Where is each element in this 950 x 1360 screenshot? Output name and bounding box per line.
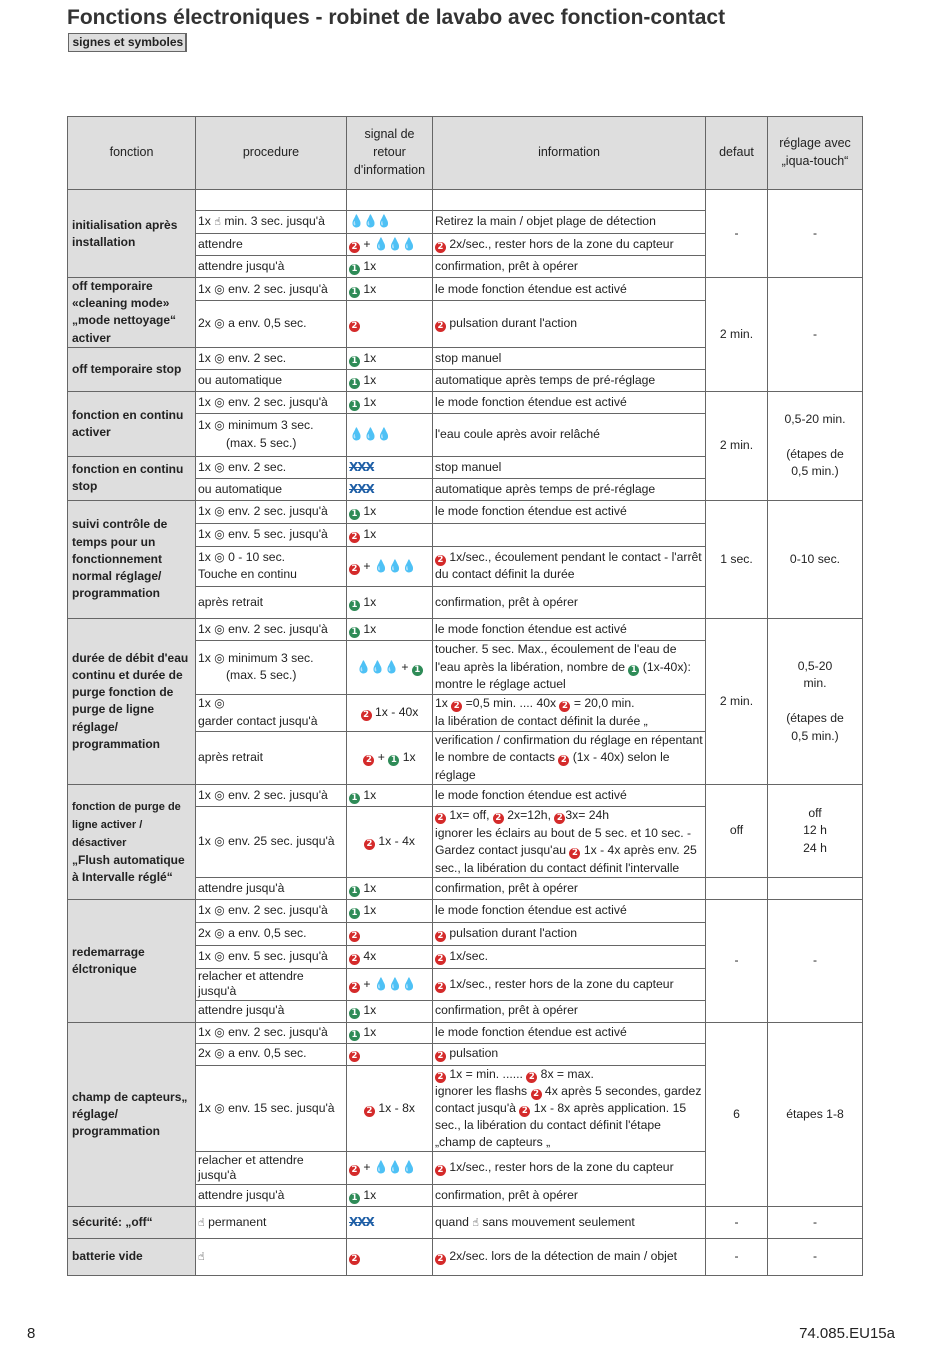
- default-init: -: [706, 190, 768, 278]
- red-led-icon: 2: [554, 813, 565, 824]
- table-cell: [768, 878, 863, 900]
- green-led-icon: 1: [412, 665, 423, 676]
- fn-line-purge: fonction de purge de ligne activer / désactiver „Flush automatique à Intervalle réglé“: [68, 785, 196, 900]
- table-cell: le mode fonction étendue est activé: [433, 900, 706, 923]
- red-led-icon: 2: [435, 1072, 446, 1083]
- table-cell: 1 1x: [347, 391, 433, 413]
- table-cell: relacher et attendre jusqu'à: [196, 969, 347, 1001]
- table-cell: 2 pulsation durant l'action: [433, 923, 706, 946]
- flow-icon: 💧💧💧: [373, 236, 416, 251]
- table-cell: 1x ◎ env. 5 sec. jusqu'à: [196, 946, 347, 969]
- green-led-icon: 1: [388, 755, 399, 766]
- col-reglage: réglage avec „iqua-touch“: [768, 117, 863, 190]
- table-cell: [347, 1239, 433, 1276]
- red-led-icon: 2: [435, 954, 446, 965]
- red-led-icon: 2: [364, 839, 375, 850]
- symbols-label: signes et symboles: [68, 34, 186, 52]
- col-information: information: [433, 117, 706, 190]
- green-led-icon: 1: [349, 1008, 360, 1019]
- red-led-icon: 2: [435, 813, 446, 824]
- setting-flow-duration: 0,5-20 min. (étapes de 0,5 min.): [768, 618, 863, 784]
- table-cell: [433, 523, 706, 546]
- table-cell: 1 1x: [347, 369, 433, 391]
- setting-sensor-range: étapes 1-8: [768, 1022, 863, 1206]
- table-cell: 1x ◎ env. 2 sec. jusqu'à: [196, 278, 347, 301]
- table-cell: 1x ◎ 0 - 10 sec. Touche en continu: [196, 546, 347, 586]
- table-cell: le mode fonction étendue est activé: [433, 278, 706, 301]
- setting-line-purge: off 12 h 24 h: [768, 785, 863, 878]
- table-cell: [347, 923, 433, 946]
- table-cell: 2 1x = min. ...... 2 8x = max. ignorer les flashs 2 4x après 5 secondes, gardez contact jusqu'à 2 1x - 8x après application. 15 sec., la libération du contact définit l'étape „champ de capteurs „: [433, 1065, 706, 1151]
- table-cell: [347, 190, 433, 211]
- red-led-icon: 2: [519, 1106, 530, 1117]
- contact-icon: ◎: [214, 1100, 225, 1115]
- red-led-icon: 2: [364, 1106, 375, 1117]
- green-led-icon: 1: [628, 665, 639, 676]
- green-led-icon: 1: [349, 600, 360, 611]
- table-cell: 2 + 💧💧💧: [347, 969, 433, 1001]
- table-cell: -: [706, 1207, 768, 1239]
- table-cell: 💧💧💧 + 1: [347, 640, 433, 694]
- red-led-icon: 2: [493, 813, 504, 824]
- table-cell: 2 + 1 1x: [347, 731, 433, 784]
- contact-icon: ◎: [214, 281, 225, 296]
- function-table: [67, 33, 863, 1276]
- table-cell: 1 1x: [347, 1185, 433, 1207]
- table-cell: ☝ permanent: [196, 1207, 347, 1239]
- green-led-icon: 1: [349, 509, 360, 520]
- fn-safety: sécurité: „off“: [68, 1207, 196, 1239]
- table-cell: 1x ◎ env. 2 sec. jusqu'à: [196, 900, 347, 923]
- table-cell: 1 1x: [347, 500, 433, 523]
- green-led-icon: 1: [349, 400, 360, 411]
- contact-icon: ◎: [214, 394, 225, 409]
- setting-time-control: 0-10 sec.: [768, 500, 863, 618]
- table-cell: 2 1x/sec.: [433, 946, 706, 969]
- table-cell: [347, 1207, 433, 1239]
- table-cell: 2 1x= off, 2 2x=12h, 2 3x= 24h ignorer les éclairs au bout de 5 sec. et 10 sec. - Gardez contact jusqu'au 2 1x - 4x après env. 25 sec., la libération du contact définit l'intervalle: [433, 807, 706, 878]
- red-led-icon: 2: [435, 982, 446, 993]
- contact-icon: ◎: [214, 549, 225, 564]
- table-cell: [347, 413, 433, 456]
- table-cell: le mode fonction étendue est activé: [433, 785, 706, 807]
- green-led-icon: 1: [349, 378, 360, 389]
- col-signal: signal de retour d'information: [347, 117, 433, 190]
- table-cell: 1x ◎ env. 2 sec. jusqu'à: [196, 500, 347, 523]
- table-cell: 2 1x - 4x: [347, 807, 433, 878]
- contact-icon: ◎: [214, 527, 225, 542]
- green-led-icon: 1: [349, 356, 360, 367]
- table-cell: ou automatique: [196, 369, 347, 391]
- default-restart: -: [706, 900, 768, 1023]
- fn-restart: redemarrage élctronique: [68, 900, 196, 1023]
- fn-battery: batterie vide: [68, 1239, 196, 1276]
- table-cell: 2 2x/sec., rester hors de la zone du capteur: [433, 234, 706, 256]
- red-led-icon: 2: [435, 242, 446, 253]
- table-cell: verification / confirmation du réglage en répentant le nombre de contacts 2 (1x - 40x) selon le réglage: [433, 731, 706, 784]
- flow-icon: 💧💧💧: [373, 1160, 416, 1175]
- setting-continuous: 0,5-20 min. (étapes de 0,5 min.): [768, 391, 863, 500]
- table-cell: attendre jusqu'à: [196, 256, 347, 278]
- table-cell: [196, 1239, 347, 1276]
- red-led-icon: 2: [435, 1254, 446, 1265]
- table-cell: le mode fonction étendue est activé: [433, 1022, 706, 1043]
- red-led-icon: 2: [363, 755, 374, 766]
- contact-icon: ◎: [214, 316, 225, 331]
- table-cell: 2x ◎ a env. 0,5 sec.: [196, 1043, 347, 1065]
- table-cell: confirmation, prêt à opérer: [433, 256, 706, 278]
- setting-init: -: [768, 190, 863, 278]
- table-cell: 1x ◎ env. 2 sec. jusqu'à: [196, 785, 347, 807]
- table-cell: 1 1x: [347, 785, 433, 807]
- table-cell: [347, 456, 433, 478]
- table-cell: 2 + 💧💧💧: [347, 1152, 433, 1185]
- table-cell: -: [768, 1207, 863, 1239]
- table-cell: 2 4x: [347, 946, 433, 969]
- symbols-legend: [186, 34, 187, 52]
- table-cell: 1x ◎ env. 25 sec. jusqu'à: [196, 807, 347, 878]
- red-led-icon: 2: [569, 848, 580, 859]
- red-led-icon: 2: [435, 931, 446, 942]
- default-flow-duration: 2 min.: [706, 618, 768, 784]
- table-cell: 2 + 💧💧💧: [347, 234, 433, 256]
- flow-icon: 💧💧💧: [356, 659, 398, 674]
- table-cell: confirmation, prêt à opérer: [433, 878, 706, 900]
- table-cell: 2 1x/sec., rester hors de la zone du capteur: [433, 1152, 706, 1185]
- table-cell: attendre: [196, 234, 347, 256]
- red-led-icon: 2: [435, 321, 446, 332]
- red-led-icon: 2: [526, 1072, 537, 1083]
- table-cell: attendre jusqu'à: [196, 878, 347, 900]
- stop-flow-icon: XXX: [349, 1214, 374, 1229]
- red-led-icon: 2: [349, 1051, 360, 1062]
- green-led-icon: 1: [349, 627, 360, 638]
- contact-icon: ◎: [214, 621, 225, 636]
- table-cell: 2 1x: [347, 523, 433, 546]
- table-cell: -: [706, 1239, 768, 1276]
- green-led-icon: 1: [349, 793, 360, 804]
- red-led-icon: 2: [559, 701, 570, 712]
- table-cell: 1x ◎ minimum 3 sec. (max. 5 sec.): [196, 413, 347, 456]
- table-cell: 2 + 💧💧💧: [347, 546, 433, 586]
- table-cell: [706, 878, 768, 900]
- proc-cell: 1x ☝ min. 3 sec. jusqu'à: [196, 211, 347, 234]
- red-led-icon: 2: [349, 954, 360, 965]
- setting-off: -: [768, 278, 863, 392]
- green-led-icon: 1: [349, 264, 360, 275]
- fn-init: initialisation après installation: [68, 190, 196, 278]
- table-cell: le mode fonction étendue est activé: [433, 500, 706, 523]
- table-cell: 1 1x: [347, 347, 433, 369]
- contact-icon: ◎: [214, 787, 225, 802]
- table-cell: 1 1x: [347, 878, 433, 900]
- table-cell: le mode fonction étendue est activé: [433, 391, 706, 413]
- stop-flow-icon: XXX: [349, 459, 374, 474]
- table-cell: 1x ◎ env. 2 sec.: [196, 347, 347, 369]
- table-cell: 1x ◎ env. 2 sec. jusqu'à: [196, 391, 347, 413]
- green-led-icon: 1: [349, 1193, 360, 1204]
- red-led-icon: 2: [349, 931, 360, 942]
- setting-restart: -: [768, 900, 863, 1023]
- red-led-icon: 2: [349, 982, 360, 993]
- contact-icon: ◎: [214, 834, 225, 849]
- table-cell: 2x ◎ a env. 0,5 sec.: [196, 923, 347, 946]
- contact-icon: ◎: [214, 1024, 225, 1039]
- table-cell: 1x ◎ env. 5 sec. jusqu'à: [196, 523, 347, 546]
- table-cell: automatique après temps de pré-réglage: [433, 369, 706, 391]
- red-led-icon: 2: [435, 1165, 446, 1176]
- contact-icon: ◎: [214, 949, 225, 964]
- table-cell: 2x ◎ a env. 0,5 sec.: [196, 301, 347, 347]
- contact-icon: ◎: [214, 696, 225, 711]
- hand-icon: ☝: [198, 1250, 205, 1264]
- red-led-icon: 2: [435, 555, 446, 566]
- table-cell: attendre jusqu'à: [196, 1185, 347, 1207]
- table-cell: quand ☝ sans mouvement seulement: [433, 1207, 706, 1239]
- red-led-icon: 2: [349, 1254, 360, 1265]
- table-cell: 2 1x/sec., rester hors de la zone du capteur: [433, 969, 706, 1001]
- red-led-icon: 2: [349, 564, 360, 575]
- contact-icon: ◎: [214, 926, 225, 941]
- fn-sensor-range: champ de capteurs„ réglage/ programmation: [68, 1022, 196, 1206]
- contact-icon: ◎: [214, 459, 225, 474]
- table-cell: 1x ◎ env. 2 sec. jusqu'à: [196, 618, 347, 640]
- table-cell: attendre jusqu'à: [196, 1000, 347, 1022]
- green-led-icon: 1: [349, 886, 360, 897]
- contact-icon: ◎: [214, 504, 225, 519]
- table-cell: stop manuel: [433, 456, 706, 478]
- red-led-icon: 2: [361, 710, 372, 721]
- col-procedure: procedure: [196, 117, 347, 190]
- contact-icon: ◎: [214, 903, 225, 918]
- green-led-icon: 1: [349, 1030, 360, 1041]
- default-line-purge: off: [706, 785, 768, 878]
- table-cell: 2 1x/sec., écoulement pendant le contact - l'arrêt du contact définit la durée: [433, 546, 706, 586]
- red-led-icon: 2: [349, 1165, 360, 1176]
- table-cell: confirmation, prêt à opérer: [433, 1185, 706, 1207]
- table-cell: 1 1x: [347, 1000, 433, 1022]
- table-cell: 1x ◎ env. 2 sec.: [196, 456, 347, 478]
- red-led-icon: 2: [531, 1089, 542, 1100]
- table-cell: après retrait: [196, 586, 347, 618]
- table-cell: [347, 301, 433, 347]
- contact-icon: ◎: [214, 1046, 225, 1061]
- stop-flow-icon: XXX: [349, 481, 374, 496]
- table-cell: 2 1x - 8x: [347, 1065, 433, 1151]
- default-off: 2 min.: [706, 278, 768, 392]
- red-led-icon: 2: [451, 701, 462, 712]
- fn-time-control: suivi contrôle de temps pour un fonctionnement normal réglage/ programmation: [68, 500, 196, 618]
- fn-off-stop: off temporaire stop: [68, 347, 196, 391]
- table-cell: 1x ◎ garder contact jusqu'à: [196, 694, 347, 731]
- contact-icon: ◎: [214, 350, 225, 365]
- fn-flow-duration: durée de débit d'eau continu et durée de purge fonction de purge de ligne réglage/ programmation: [68, 618, 196, 784]
- table-cell: automatique après temps de pré-réglage: [433, 478, 706, 500]
- default-sensor-range: 6: [706, 1022, 768, 1206]
- table-cell: confirmation, prêt à opérer: [433, 1000, 706, 1022]
- document-code: 74.085.EU15a: [799, 1325, 895, 1342]
- table-cell: 1 1x: [347, 256, 433, 278]
- red-led-icon: 2: [558, 755, 569, 766]
- table-cell: 1 1x: [347, 618, 433, 640]
- contact-icon: ◎: [214, 650, 225, 665]
- flow-icon: 💧💧💧: [349, 214, 391, 229]
- table-cell: le mode fonction étendue est activé: [433, 618, 706, 640]
- flow-icon: 💧💧💧: [373, 558, 416, 573]
- contact-icon: ◎: [214, 418, 225, 433]
- table-cell: 1x ◎ env. 15 sec. jusqu'à: [196, 1065, 347, 1151]
- col-fonction: fonction: [68, 117, 196, 190]
- table-cell: l'eau coule après avoir relâché: [433, 413, 706, 456]
- col-defaut: defaut: [706, 117, 768, 190]
- fn-continuous-activate: fonction en continu activer: [68, 391, 196, 456]
- table-cell: Retirez la main / objet plage de détection: [433, 211, 706, 234]
- table-cell: 2 2x/sec. lors de la détection de main / objet: [433, 1239, 706, 1276]
- table-cell: 1x ◎ minimum 3 sec. (max. 5 sec.): [196, 640, 347, 694]
- hand-icon: ☝: [472, 1215, 479, 1229]
- table-cell: 2 pulsation: [433, 1043, 706, 1065]
- table-cell: [433, 190, 706, 211]
- red-led-icon: 2: [349, 321, 360, 332]
- green-led-icon: 1: [349, 908, 360, 919]
- table-cell: [196, 190, 347, 211]
- table-cell: [347, 478, 433, 500]
- red-led-icon: 2: [435, 1051, 446, 1062]
- red-led-icon: 2: [349, 532, 360, 543]
- default-continuous: 2 min.: [706, 391, 768, 500]
- table-cell: après retrait: [196, 731, 347, 784]
- red-led-icon: 2: [349, 242, 360, 253]
- page-number: 8: [27, 1325, 36, 1342]
- table-cell: 2 1x - 40x: [347, 694, 433, 731]
- table-cell: 1 1x: [347, 278, 433, 301]
- page-title: Fonctions électroniques - robinet de lavabo avec fonction-contact: [67, 6, 726, 29]
- table-cell: ou automatique: [196, 478, 347, 500]
- table-cell: stop manuel: [433, 347, 706, 369]
- table-cell: 1x ◎ env. 2 sec. jusqu'à: [196, 1022, 347, 1043]
- hand-icon: ☝: [214, 215, 221, 229]
- table-cell: confirmation, prêt à opérer: [433, 586, 706, 618]
- table-cell: 1x 2 =0,5 min. .... 40x 2 = 20,0 min. la libération de contact définit la durée „: [433, 694, 706, 731]
- table-cell: -: [768, 1239, 863, 1276]
- table-cell: 1 1x: [347, 1022, 433, 1043]
- table-cell: [347, 1043, 433, 1065]
- flow-icon: 💧💧💧: [349, 427, 391, 442]
- fn-continuous-stop: fonction en continu stop: [68, 456, 196, 500]
- fn-off-activate: off temporaire «cleaning mode» „mode nettoyage“ activer: [68, 278, 196, 348]
- table-cell: [347, 211, 433, 234]
- hand-icon: ☝: [198, 1215, 205, 1229]
- table-cell: 1 1x: [347, 586, 433, 618]
- default-time-control: 1 sec.: [706, 500, 768, 618]
- table-cell: 1 1x: [347, 900, 433, 923]
- table-cell: 2 pulsation durant l'action: [433, 301, 706, 347]
- table-cell: toucher. 5 sec. Max., écoulement de l'eau de l'eau après la libération, nombre de 1 (1x-40x): montre le réglage actuel: [433, 640, 706, 694]
- flow-icon: 💧💧💧: [373, 976, 416, 991]
- green-led-icon: 1: [349, 287, 360, 298]
- table-cell: relacher et attendre jusqu'à: [196, 1152, 347, 1185]
